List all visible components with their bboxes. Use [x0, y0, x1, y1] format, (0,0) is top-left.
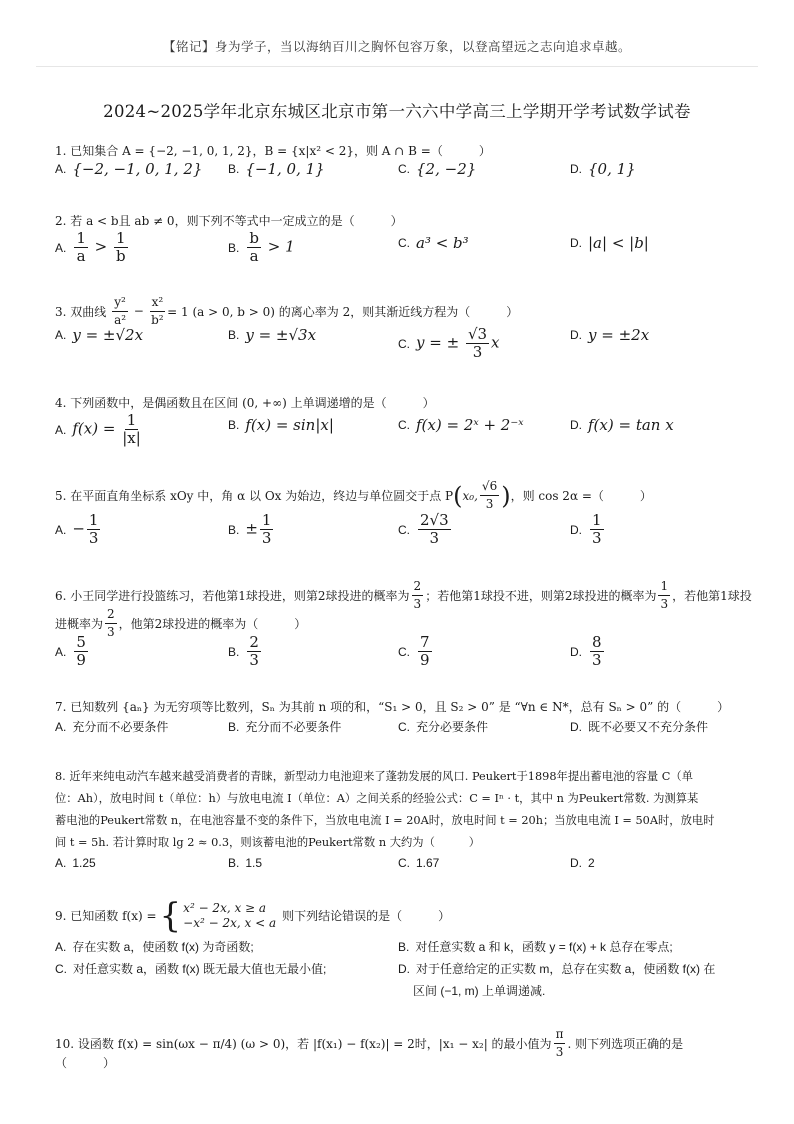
option-b[interactable]	[228, 326, 316, 344]
option-a[interactable]: A. 存在实数 a，使函数 f(x) 为奇函数;	[55, 940, 254, 954]
option-label: D.	[570, 162, 582, 176]
question-7-options	[55, 718, 745, 748]
question-8-stem-line2: 位：Ah），放电时间 t（单位：h）与放电电流 I（单位：A）之间关系的经验公式：C = Iⁿ · t，其中 n 为Peukert常数. 为测算某	[55, 792, 699, 805]
option-label: B.	[228, 162, 240, 176]
option-text: y = ± $\frac{√3}{3}$ x	[416, 325, 500, 361]
option-text: f(x) = 2ˣ + 2⁻ˣ	[416, 416, 524, 434]
option-text: $\frac{7}{9}$	[420, 633, 430, 669]
option-label: C.	[398, 719, 410, 734]
option-a[interactable]	[55, 856, 96, 870]
question-8-stem-line3: 蓄电池的Peukert常数 n，在电池容量不变的条件下，当放电电流 I = 20A时，放电时间 t = 20h；当放电电流 I = 50A时，放电时	[55, 814, 715, 827]
option-d[interactable]	[570, 234, 649, 252]
option-label: B.	[228, 644, 240, 659]
option-b[interactable]	[228, 718, 341, 735]
option-label: C.	[398, 236, 410, 250]
option-c[interactable]	[398, 234, 469, 252]
option-label: B.	[228, 418, 240, 432]
question-3-options	[55, 326, 745, 366]
option-b[interactable]	[228, 230, 295, 265]
option-label: D.	[570, 719, 582, 734]
question-6-stem: 6. 小王同学进行投篮练习，若他第1球投进，则第2球投进的概率为 $\frac{2}{3}$ ；若他第1球投不进，则第2球投进的概率为 $\frac{1}{3}$ ，若他第1球投	[55, 579, 752, 611]
question-9-stem: 9. 已知函数 f(x) = { x² − 2x, x ≥ a −x² − 2x, x < a 则下列结论错误的是（ ）	[55, 896, 451, 936]
option-d[interactable]	[570, 326, 649, 344]
option-a[interactable]	[55, 412, 143, 447]
option-c[interactable]: C. 对任意实数 a，函数 f(x) 既无最大值也无最小值;	[55, 962, 327, 976]
option-text: y = ±√3x	[245, 326, 317, 344]
question-5-options	[55, 512, 745, 552]
page-title: 2024~2025学年北京东城区北京市第一六六中学高三上学期开学考试数学试卷	[103, 102, 691, 121]
question-10-stem: 10. 设函数 f(x) = sin(ωx − π/4) (ω > 0)，若 |f(x₁) − f(x₂)| = 2时，|x₁ − x₂| 的最小值为 $\frac{\pi}{3}$ . 则下列选项正确的是	[55, 1027, 684, 1059]
option-label: B.	[228, 240, 240, 255]
option-label: A.	[55, 328, 67, 342]
question-6-stem-line2: 进概率为 $\frac{2}{3}$ ，他第2球投进的概率为（ ）	[55, 607, 307, 639]
option-text: f(x) = $\frac{1}{|x|}$	[72, 411, 141, 447]
option-a[interactable]	[55, 160, 202, 178]
option-a[interactable]	[55, 512, 102, 547]
option-c[interactable]	[398, 856, 439, 870]
option-text: {−2, −1, 0, 1, 2}	[72, 160, 203, 178]
option-label: D.	[570, 856, 582, 870]
question-8-stem-line4: 间 t = 5h. 若计算时取 lg 2 ≈ 0.3，则该蓄电池的Peukert常数 n 大约为（ ）	[55, 836, 481, 849]
option-label: D.	[570, 522, 582, 537]
option-label: C.	[398, 336, 410, 351]
option-text: y = ±√2x	[72, 326, 144, 344]
option-label: A.	[55, 422, 67, 437]
option-text: y = ±2x	[588, 326, 650, 344]
option-label: A.	[55, 522, 67, 537]
option-label: D.	[570, 236, 582, 250]
question-1-stem: 1. 已知集合 A = {−2, −1, 0, 1, 2}，B = {x|x² < 2}，则 A ∩ B =（ ）	[55, 144, 491, 158]
option-c[interactable]	[398, 416, 524, 434]
question-3-stem: 3. 双曲线 $\frac{\text{y²}}{\text{a²}}$ − $\frac{\text{x²}}{\text{b²}}$ = 1 (a > 0, b > 0) 的离心率为 2，则其渐近线方程为（ ）	[55, 295, 519, 327]
question-4-options	[55, 412, 745, 452]
option-text: 1.5	[245, 856, 263, 870]
option-label: C.	[398, 522, 410, 537]
option-b[interactable]	[228, 512, 275, 547]
question-4-stem: 4. 下列函数中，是偶函数且在区间 (0, +∞) 上单调递增的是（ ）	[55, 396, 435, 410]
option-text: − $\frac{1}{3}$	[72, 511, 99, 547]
option-d[interactable]: D. 对于任意给定的正实数 m，总存在实数 a，使函数 f(x) 在	[398, 962, 716, 976]
option-text: 2	[588, 856, 595, 870]
option-text: $\frac{8}{3}$	[592, 633, 602, 669]
option-a[interactable]	[55, 326, 143, 344]
question-2-options	[55, 230, 745, 270]
option-text: 充分必要条件	[416, 720, 489, 734]
option-label: C.	[398, 856, 410, 870]
option-text: $\frac{1}{3}$	[592, 511, 602, 547]
option-b[interactable]	[228, 634, 263, 669]
option-text: f(x) = sin|x|	[245, 416, 334, 434]
question-5-stem: 5. 在平面直角坐标系 xOy 中，角 α 以 Ox 为始边，终边与单位圆交于点 P ( x₀ , $\frac{√6}{3}$ ) ，则 cos 2α =（ ）	[55, 479, 652, 511]
option-d[interactable]	[570, 512, 606, 547]
option-text: {0, 1}	[588, 160, 636, 178]
option-label: C.	[398, 418, 410, 432]
option-label: B.	[228, 328, 240, 342]
option-c[interactable]	[398, 634, 434, 669]
option-d[interactable]	[570, 856, 595, 870]
option-text: |a| < |b|	[588, 234, 649, 252]
header-motto: 【铭记】身为学子，当以海纳百川之胸怀包容万象，以登高望远之志向追求卓越。	[162, 39, 631, 54]
option-text: 既不必要又不充分条件	[588, 720, 709, 734]
option-d[interactable]	[570, 416, 674, 434]
header-divider	[36, 66, 758, 67]
option-label: A.	[55, 240, 67, 255]
option-c[interactable]	[398, 718, 488, 735]
option-text: $\frac{2}{3}$	[249, 633, 259, 669]
option-text: ± $\frac{1}{3}$	[245, 511, 272, 547]
option-label: C.	[398, 162, 410, 176]
option-text: 1.25	[72, 856, 96, 870]
option-b[interactable]	[228, 856, 262, 870]
option-label: D.	[570, 644, 582, 659]
question-1-options	[55, 160, 745, 190]
option-c[interactable]	[398, 512, 453, 547]
option-label: A.	[55, 719, 67, 734]
question-7-stem: 7. 已知数列 {aₙ} 为无穷项等比数列，Sₙ 为其前 n 项的和，“S₁ > 0，且 S₂ > 0” 是 “∀n ∈ N*，总有 Sₙ > 0” 的（ ）	[55, 700, 730, 714]
question-10-answer-bracket: （ ）	[55, 1056, 116, 1070]
option-text: 充分而不必要条件	[245, 720, 342, 734]
option-a[interactable]	[55, 718, 168, 735]
option-label: B.	[228, 719, 240, 734]
option-c[interactable]	[398, 160, 476, 178]
option-d[interactable]	[570, 718, 708, 735]
option-label: B.	[228, 856, 240, 870]
option-b[interactable]: B. 对任意实数 a 和 k，函数 y = f(x) + k 总存在零点;	[398, 940, 673, 954]
question-2-stem: 2. 若 a < b且 ab ≠ 0，则下列不等式中一定成立的是（ ）	[55, 214, 403, 228]
option-text: 充分而不必要条件	[72, 720, 169, 734]
option-d[interactable]	[570, 160, 636, 178]
option-text: 1.67	[416, 856, 440, 870]
option-label: D.	[570, 418, 582, 432]
question-8-stem: 8. 近年来纯电动汽车越来越受消费者的青睐，新型动力电池迎来了蓬勃发展的风口. Peukert于1898年提出蓄电池的容量 C（单	[55, 770, 694, 783]
option-a[interactable]	[55, 230, 130, 265]
option-label: A.	[55, 856, 67, 870]
option-text: {2, −2}	[416, 160, 477, 178]
option-a[interactable]	[55, 634, 90, 669]
option-c[interactable]	[398, 326, 500, 361]
option-d[interactable]	[570, 634, 606, 669]
option-label: D.	[570, 328, 582, 342]
option-label: A.	[55, 644, 67, 659]
option-label: C.	[398, 644, 410, 659]
question-6-options	[55, 634, 745, 674]
option-text: $\frac{b}{a}$ > 1	[249, 229, 295, 265]
option-text: {−1, 0, 1}	[245, 160, 325, 178]
option-text: $\frac{2√3}{3}$	[420, 511, 449, 547]
option-text: a³ < b³	[416, 234, 469, 252]
option-label: A.	[55, 162, 67, 176]
option-b[interactable]	[228, 416, 334, 434]
option-text: $\frac{1}{a}$ > $\frac{1}{b}$	[76, 229, 126, 265]
option-b[interactable]	[228, 160, 325, 178]
question-8-options	[55, 856, 745, 886]
option-text: f(x) = tan x	[588, 416, 674, 434]
option-label: B.	[228, 522, 240, 537]
option-d-line2: 区间 (−1, m) 上单调递减.	[413, 984, 546, 998]
option-text: $\frac{5}{9}$	[76, 633, 86, 669]
